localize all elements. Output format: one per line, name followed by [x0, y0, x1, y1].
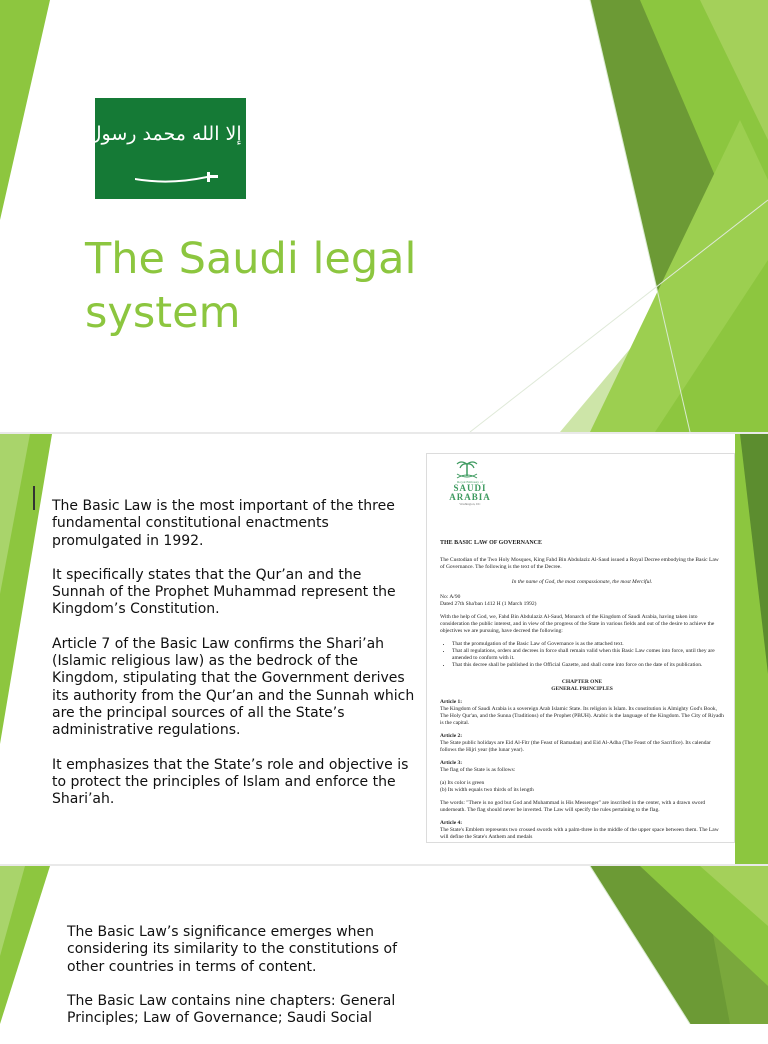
list-item: • That all regulations, orders and decrees in force shall remain valid when this Basic Law comes into force, until they are amended to conform with it. [452, 648, 724, 662]
article-text: The State's Emblem represents two crossed swords with a palm-three in the middle of the upper space between them. The Law will define the State's Anthem and medals [440, 827, 719, 840]
paragraph: Article 7 of the Basic Law confirms the Shari’ah (Islamic religious law) as the bedrock of the Kingdom, stipulating that the Government derives its authority from the Qur’an and the Sunnah which are the principal sources of all the State’s administrative regulations. [52, 635, 415, 739]
article-text: The Kingdom of Saudi Arabia is a sovereign Arab Islamic State. Its religion is Islam. Its constitution is Almighty God's Book, The Holy Qur'an, and the Sunna (Traditions) of the Prophet (PBUH). Arabic is the language of the Kingdom. The City of Riyadh is the capital. [440, 706, 724, 726]
paragraph: The Basic Law’s significance emerges when considering its similarity to the constitutions of other countries in terms of content. [67, 924, 398, 975]
article-label: Article 1: [440, 699, 463, 705]
slide-body-text [67, 924, 427, 1044]
decree-date: Dated 27th Sha'ban 1412 H (1 March 1992) [440, 601, 537, 607]
slide-title: The Saudi legal system [85, 234, 417, 338]
paragraph: It emphasizes that the State’s role and objective is to protect the principles of Islam and enforce the Shari’ah. [52, 756, 409, 808]
paragraph: It specifically states that the Qur’an and the Sunnah of the Prophet Muhammad represent the Kingdom’s Constitution. [52, 566, 396, 618]
embassy-brand: Royal Embassy of SAUDI ARABIA Washington, DC [449, 480, 491, 506]
document-heading: THE BASIC LAW OF GOVERNANCE [440, 540, 543, 546]
article-label: Article 2: [440, 733, 463, 739]
article-item: (b) Its width equals two thirds of its length [440, 787, 534, 793]
basic-law-document-image [427, 454, 734, 842]
title-slide [0, 0, 768, 432]
stray-mark [33, 486, 35, 510]
chapter-heading: CHAPTER ONE GENERAL PRINCIPLES [551, 679, 613, 692]
decree-number: No: A/90 [440, 594, 461, 600]
document-intro: The Custodian of the Two Holy Mosques, King Fahd Bin Abdulaziz Al-Saud issued a Royal Decree embodying the Basic Law of Governance. The following is the text of the Decree. [440, 557, 719, 570]
palm-and-swords-emblem-icon [449, 458, 485, 480]
article-text: The flag of the State is as follows: [440, 767, 516, 773]
decree-bullet-list [440, 641, 724, 669]
document-body [440, 540, 724, 847]
basic-law-slide [0, 434, 768, 864]
basic-law-significance-slide [0, 866, 768, 1027]
list-item: • That the promulgation of the Basic Law of Governance is as the attached text. [452, 641, 724, 648]
list-item: • That this decree shall be published in the Official Gazette, and shall come into force on the date of its publication. [452, 662, 724, 669]
green-triangle-decoration [0, 0, 768, 432]
saudi-flag-image [54, 98, 286, 199]
document-preamble: With the help of God, we, Fahd Bin Abdulaziz Al-Saud, Monarch of the Kingdom of Saudi Arabia, having taken into consideration the public interest, and in view of the progress of the State in various fields and out of the desire to achieve the objectives we are pursuing, have decreed the following: [440, 614, 715, 634]
article-label: Article 4: [440, 820, 463, 826]
article-text: The State public holidays are Eid Al-Fitr (the Feast of Ramadan) and Eid Al-Adha (The Feast of the Sacrifice). Its calendar follows the Hijri year (the lunar year). [440, 740, 711, 753]
article-text: The words: "There is no god but God and Muhammad is His Messenger" are inscribed in the center, with a drawn sword underneath. The flag should never be inverted. The Law will specify the rules pertaining to the flag. [440, 800, 706, 813]
article-label: Article 3: [440, 760, 463, 766]
document-invocation: In the name of God, the most compassionate, the most Merciful. [511, 579, 653, 585]
paragraph: The Basic Law is the most important of the three fundamental constitutional enactments promulgated in 1992. [52, 498, 395, 549]
paragraph: The Basic Law contains nine chapters: General Principles; Law of Governance; Saudi Social [67, 992, 396, 1027]
flag-script-text: لا إله إلا الله محمد رسول الله [54, 123, 286, 145]
slide-body-text [52, 498, 417, 825]
article-item: (a) Its color is green [440, 780, 485, 786]
